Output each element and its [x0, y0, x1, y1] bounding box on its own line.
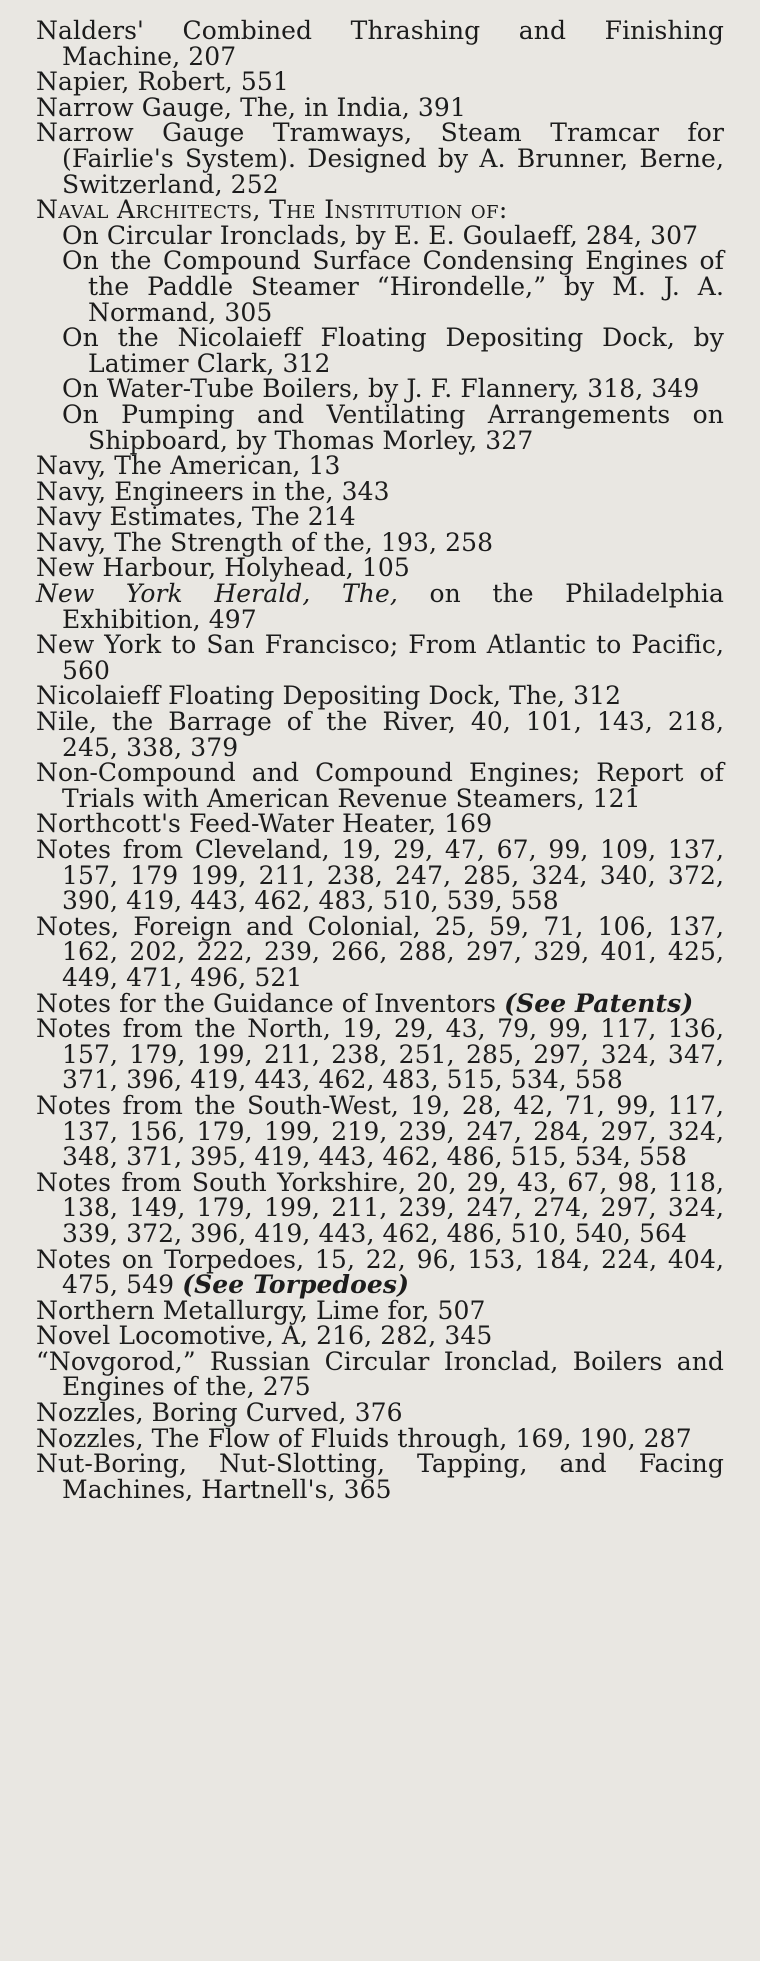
- index-entry: [36, 1090, 724, 1172]
- index-entry: [36, 760, 724, 811]
- index-entry: [36, 632, 724, 683]
- entry-text: New Harbour, Holyhead, 105: [36, 553, 410, 583]
- index-entry: [36, 709, 724, 760]
- index-entry: [36, 69, 724, 95]
- index-subentry: [36, 325, 724, 376]
- index-entry: [36, 988, 724, 1018]
- entry-text: Novel Locomotive, A, 216, 282, 345: [36, 1321, 493, 1351]
- entry-text: Northcott's Feed-Water Heater, 169: [36, 809, 493, 839]
- index-entry: [36, 504, 724, 530]
- entry-text: Narrow Gauge Tramways, Steam Tramcar for (Fairlie's System). Designed by A. Brunner, Berne, Switzerland, 252: [36, 118, 724, 199]
- index-entry: [36, 527, 724, 557]
- entry-text: New York to San Francisco; From Atlantic to Pacific, 560: [36, 630, 724, 685]
- index-entry: [36, 911, 724, 992]
- index-entry: [36, 1451, 724, 1502]
- entry-text: Napier, Robert, 551: [36, 67, 289, 97]
- entry-text: Nut-Boring, Nut-Slotting, Tapping, and Facing Machines, Hartnell's, 365: [36, 1449, 724, 1504]
- index-entry: [36, 476, 724, 506]
- index-subentry: [36, 248, 724, 325]
- index-entry: [36, 1016, 724, 1093]
- index-entry: [36, 683, 724, 709]
- index-entry: [36, 92, 724, 122]
- entry-text: On Water-Tube Boilers, by J. F. Flannery, 318, 349: [62, 374, 700, 404]
- index-entry: [36, 1244, 724, 1300]
- entry-text: Nozzles, Boring Curved, 376: [36, 1398, 403, 1428]
- entry-text: Notes from the South-West, 19, 28, 42, 71, 99, 117, 137, 156, 179, 199, 219, 239, 247, 284, 297, 324, 348, 371, 395, 419, 443, 462, 486, 515, 534, 558: [36, 1090, 724, 1172]
- index-subentry: [36, 220, 724, 250]
- index-entry: [36, 1423, 724, 1453]
- entry-text: Notes for the Guidance of Inventors: [36, 988, 505, 1018]
- entry-text: Non-Compound and Compound Engines; Report of Trials with American Revenue Steamers, 121: [36, 758, 724, 813]
- index-entry: [36, 837, 724, 914]
- entry-text: On Pumping and Ventilating Arrangements on Shipboard, by Thomas Morley, 327: [62, 399, 724, 455]
- index-entry: [36, 1295, 724, 1325]
- index-entry: [36, 197, 724, 223]
- entry-text: Navy, Engineers in the, 343: [36, 476, 390, 506]
- entry-text: Notes on Torpedoes, 15, 22, 96, 153, 184, 224, 404, 475, 549: [36, 1244, 724, 1300]
- index-entry: [36, 453, 724, 479]
- entry-text: Northern Metallurgy, Lime for, 507: [36, 1295, 486, 1325]
- index-entry: [36, 1167, 724, 1248]
- index-entry: [36, 581, 724, 632]
- entry-text: Nile, the Barrage of the River, 40, 101, 143, 218, 245, 338, 379: [36, 707, 724, 762]
- entry-text: on the Philadelphia Exhibition, 497: [62, 579, 724, 634]
- entry-text: Notes from the North, 19, 29, 43, 79, 99, 117, 136, 157, 179, 199, 211, 238, 251, 285, 297, 324, 347, 371, 396, 419, 443, 462, 483, 515, 534, 558: [36, 1014, 724, 1095]
- entry-text: Notes from South Yorkshire, 20, 29, 43, 67, 98, 118, 138, 149, 179, 199, 211, 239, 247, 274, 297, 324, 339, 372, 396, 419, 443, 462, 486, 510, 540, 564: [36, 1167, 724, 1248]
- entry-text: Notes from Cleveland, 19, 29, 47, 67, 99, 109, 137, 157, 179 199, 211, 238, 247, 285, 324, 340, 372, 390, 419, 443, 462, 483, 510, 539, 558: [36, 835, 724, 916]
- index-entry: [36, 1346, 724, 1402]
- entry-text: Narrow Gauge, The, in India, 391: [36, 92, 466, 122]
- entry-text: Notes, Foreign and Colonial, 25, 59, 71, 106, 137, 162, 202, 222, 239, 266, 288, 297, 329, 401, 425, 449, 471, 496, 521: [36, 911, 724, 992]
- entry-text: On the Compound Surface Condensing Engines of the Paddle Steamer “Hirondelle,” by M. J. A. Normand, 305: [62, 246, 724, 327]
- entry-text: Navy Estimates, The 214: [36, 502, 356, 532]
- index-list: [36, 18, 724, 1502]
- index-entry: [36, 811, 724, 837]
- entry-text: “Novgorod,” Russian Circular Ironclad, Boilers and Engines of the, 275: [36, 1346, 724, 1402]
- index-subentry: [36, 376, 724, 402]
- entry-text: Nalders' Combined Thrashing and Finishing Machine, 207: [36, 16, 724, 71]
- entry-text: Navy, The Strength of the, 193, 258: [36, 527, 494, 557]
- entry-cross-reference: (See Patents): [504, 988, 694, 1018]
- entry-text: Nicolaieff Floating Depositing Dock, The, 312: [36, 681, 622, 711]
- index-entry: [36, 120, 724, 197]
- index-entry: [36, 1323, 724, 1349]
- index-entry: [36, 1400, 724, 1426]
- entry-italic-title: New York Herald, The,: [36, 579, 398, 609]
- entry-text: On Circular Ironclads, by E. E. Goulaeff, 284, 307: [62, 220, 699, 250]
- index-entry: [36, 555, 724, 581]
- entry-text: Naval Architects, The Institution of:: [36, 195, 508, 225]
- entry-text: Navy, The American, 13: [36, 451, 341, 481]
- index-subentry: [36, 399, 724, 455]
- index-entry: [36, 18, 724, 69]
- entry-text: On the Nicolaieff Floating Depositing Dock, by Latimer Clark, 312: [62, 323, 724, 378]
- entry-text: Nozzles, The Flow of Fluids through, 169, 190, 287: [36, 1423, 692, 1453]
- entry-cross-reference: (See Torpedoes): [182, 1270, 410, 1300]
